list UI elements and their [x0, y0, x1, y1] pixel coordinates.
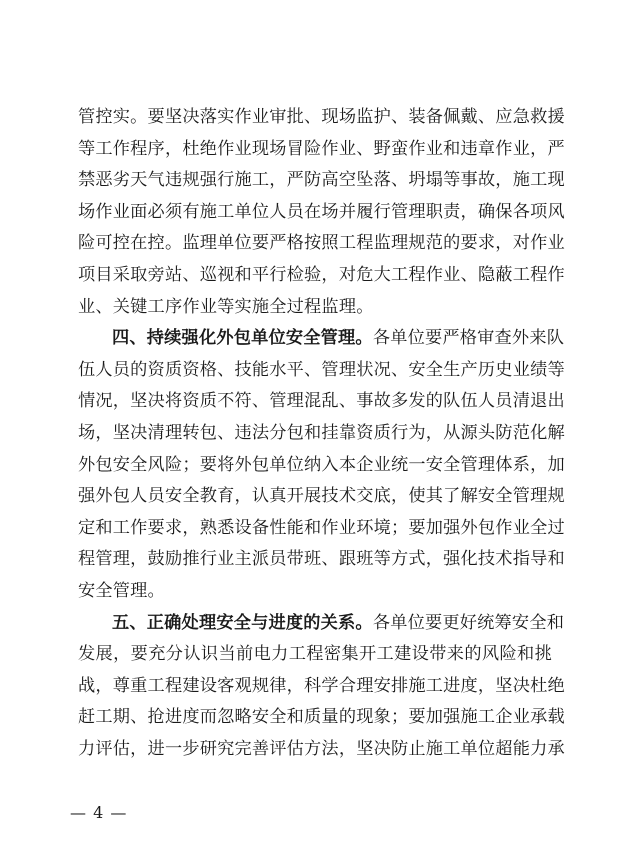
- section-four-first-line: [78, 323, 565, 355]
- paragraph-line: 禁恶劣天气违规强行施工，严防高空坠落、坍塌等事故，施工现: [78, 170, 565, 191]
- section-four-heading: 四、持续强化外包单位安全管理。: [112, 328, 373, 349]
- paragraph-line: 业、关键工序作业等实施全过程监理。: [78, 296, 374, 317]
- paragraph-line: 场，坚决清理转包、违法分包和挂靠资质行为，从源头防范化解: [78, 422, 565, 443]
- paragraph-line: 等工作程序，杜绝作业现场冒险作业、野蛮作业和违章作业，严: [78, 138, 565, 159]
- paragraph-line: 伍人员的资质资格、技能水平、管理状况、安全生产历史业绩等: [78, 359, 565, 380]
- paragraph-line: 发展，要充分认识当前电力工程密集开工建设带来的风险和挑: [78, 644, 552, 665]
- section-five-first-text: 各单位要更好统筹安全和: [372, 612, 565, 633]
- document-body: [78, 102, 565, 765]
- section-five-first-line: [78, 608, 565, 640]
- paragraph-line: 场作业面必须有施工单位人员在场并履行管理职责，确保各项风: [78, 201, 565, 222]
- section-four-first-text: 各单位要严格审查外来队: [372, 328, 565, 349]
- paragraph-line: 管控实。要坚决落实作业审批、现场监护、装备佩戴、应急救援: [78, 107, 565, 127]
- paragraph-line: 外包安全风险；要将外包单位纳入本企业统一安全管理体系，加: [78, 454, 565, 475]
- paragraph-line: 战，尊重工程建设客观规律，科学合理安排施工进度，坚决杜绝: [78, 675, 565, 696]
- paragraph-line: 强外包人员安全教育，认真开展技术交底，使其了解安全管理规: [78, 486, 565, 507]
- section-five-heading: 五、正确处理安全与进度的关系。: [112, 612, 373, 633]
- paragraph-line: 程管理，鼓励推行业主派员带班、跟班等方式，强化技术指导和: [78, 549, 565, 570]
- paragraph-line: 力评估，进一步研究完善评估方法，坚决防止施工单位超能力承: [78, 738, 565, 759]
- paragraph-line: 险可控在控。监理单位要严格按照工程监理规范的要求，对作业: [78, 233, 565, 254]
- page-number: — 4 —: [70, 803, 128, 822]
- paragraph-line: 定和工作要求，熟悉设备性能和作业环境；要加强外包作业全过: [78, 517, 565, 538]
- paragraph-line: 赶工期、抢进度而忽略安全和质量的现象；要加强施工企业承载: [78, 707, 565, 728]
- paragraph-line: 情况，坚决将资质不符、管理混乱、事故多发的队伍人员清退出: [78, 391, 565, 412]
- paragraph-line: 安全管理。: [78, 580, 165, 601]
- paragraph-line: 项目采取旁站、巡视和平行检验，对危大工程作业、隐蔽工程作: [78, 264, 565, 285]
